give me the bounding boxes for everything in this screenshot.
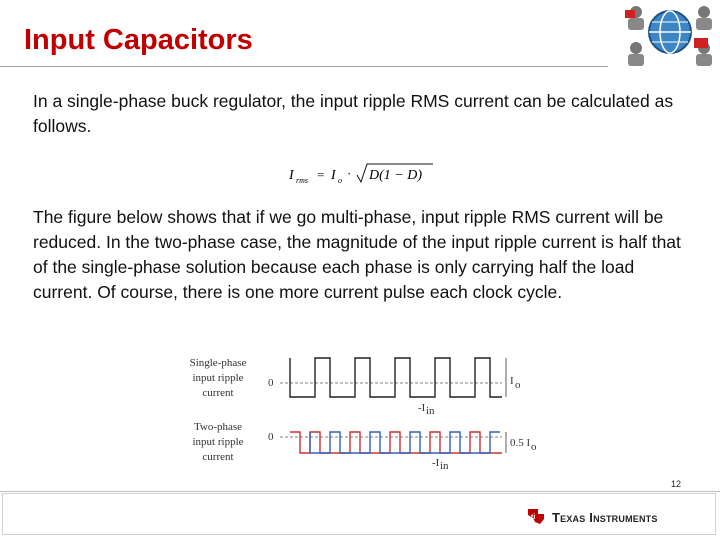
formula-rhs-sub: o <box>338 176 342 185</box>
two-phase-label-3: current <box>202 451 234 463</box>
intro-paragraph: In a single-phase buck regulator, the input ripple RMS current can be calculated as follows. <box>33 91 674 136</box>
single-zero-label: 0 <box>268 377 274 389</box>
two-phase-waveform-a <box>290 432 502 453</box>
slide-title: Input Capacitors <box>24 24 253 56</box>
neg-iin-sub-2: in <box>440 460 449 470</box>
ti-state-icon <box>526 507 546 527</box>
ti-brand-text: Texas Instruments <box>552 509 658 525</box>
two-zero-label: 0 <box>268 431 274 443</box>
two-phase-waveform-b <box>310 432 500 453</box>
formula-lhs: I <box>289 168 294 183</box>
ripple-current-figure <box>180 356 560 470</box>
two-phase-label-2: input ripple <box>192 436 244 448</box>
ti-logo <box>526 506 658 528</box>
formula-radicand: D(1 − D) <box>369 168 422 183</box>
half-io-label: 0.5 I <box>510 437 531 449</box>
formula-rhs-i: I <box>331 168 336 183</box>
neg-iin-sub: in <box>426 405 435 417</box>
io-label: I <box>510 375 514 387</box>
slide-number: 12 <box>671 479 682 489</box>
neg-iin-label-2: -I <box>432 457 440 469</box>
single-phase-label-3: current <box>202 387 234 399</box>
single-phase-label-1: Single-phase <box>189 357 247 369</box>
svg-text:ti: ti <box>531 514 536 521</box>
formula-lhs-sub: rms <box>296 176 309 185</box>
footer-divider <box>0 491 720 492</box>
io-sub: o <box>515 379 521 391</box>
rms-current-formula <box>287 161 437 187</box>
neg-iin-label: -I <box>418 402 426 414</box>
svg-text:·: · <box>347 166 352 181</box>
two-phase-label-1: Two-phase <box>193 421 243 433</box>
single-phase-label-2: input ripple <box>192 372 244 384</box>
people-network-icon <box>622 2 718 68</box>
multiphase-paragraph: The figure below shows that if we go multi-phase, input ripple RMS current will be reduced. In the two-phase case, the magnitude of the input ripple current is half that of the single-phase solution because each phase is only carrying half the load current. Of course, there is one more current pulse each clock cycle. <box>33 207 681 302</box>
half-io-sub: o <box>531 441 537 453</box>
title-divider <box>0 66 608 67</box>
svg-text:=: = <box>317 167 325 182</box>
single-phase-waveform <box>290 358 502 397</box>
